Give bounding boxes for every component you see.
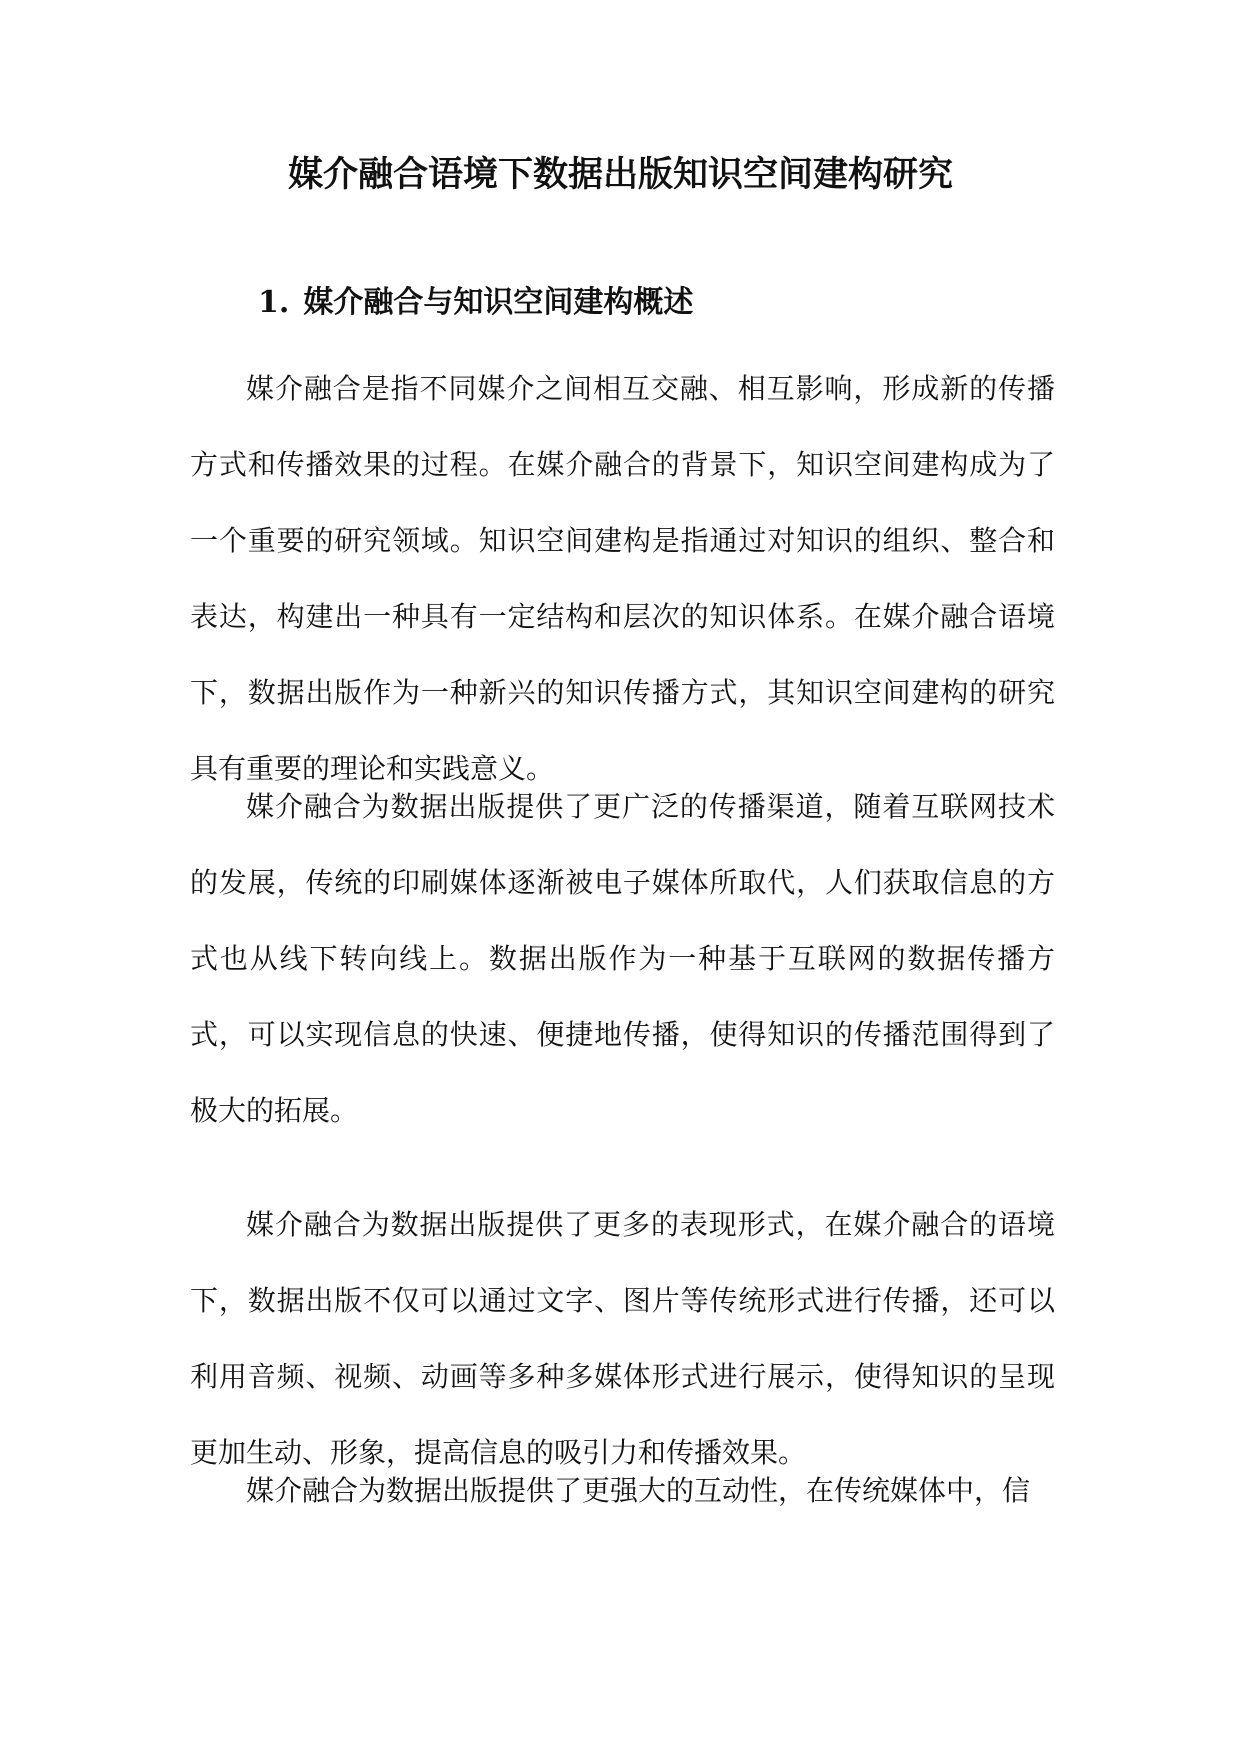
section-number: 1. [258, 285, 290, 320]
document-title: 媒介融合语境下数据出版知识空间建构研究 [287, 154, 953, 195]
paragraph: 媒介融合是指不同媒介之间相互交融、相互影响，形成新的传播方式和传播效果的过程。在媒介融合的背景下，知识空间建构成为了一个重要的研究领域。知识空间建构是指通过对知识的组织、整合和表达，构建出一种具有一定结构和层次的知识体系。在媒介融合语境下，数据出版作为一种新兴的知识传播方式，其知识空间建构的研究具有重要的理论和实践意义。 [190, 372, 1055, 785]
paragraph: 媒介融合为数据出版提供了更广泛的传播渠道，随着互联网技术的发展，传统的印刷媒体逐渐被电子媒体所取代，人们获取信息的方式也从线下转向线上。数据出版作为一种基于互联网的数据传播方式，可以实现信息的快速、便捷地传播，使得知识的传播范围得到了极大的拓展。 [190, 790, 1055, 1127]
paragraph: 媒介融合为数据出版提供了更强大的互动性，在传统媒体中，信 [246, 1474, 1031, 1507]
section-heading-text: 媒介融合与知识空间建构概述 [303, 285, 694, 320]
paragraph: 媒介融合为数据出版提供了更多的表现形式，在媒介融合的语境下，数据出版不仅可以通过文字、图片等传统形式进行传播，还可以利用音频、视频、动画等多种多媒体形式进行展示，使得知识的呈现更加生动、形象，提高信息的吸引力和传播效果。 [190, 1208, 1055, 1469]
section-heading [258, 275, 693, 331]
